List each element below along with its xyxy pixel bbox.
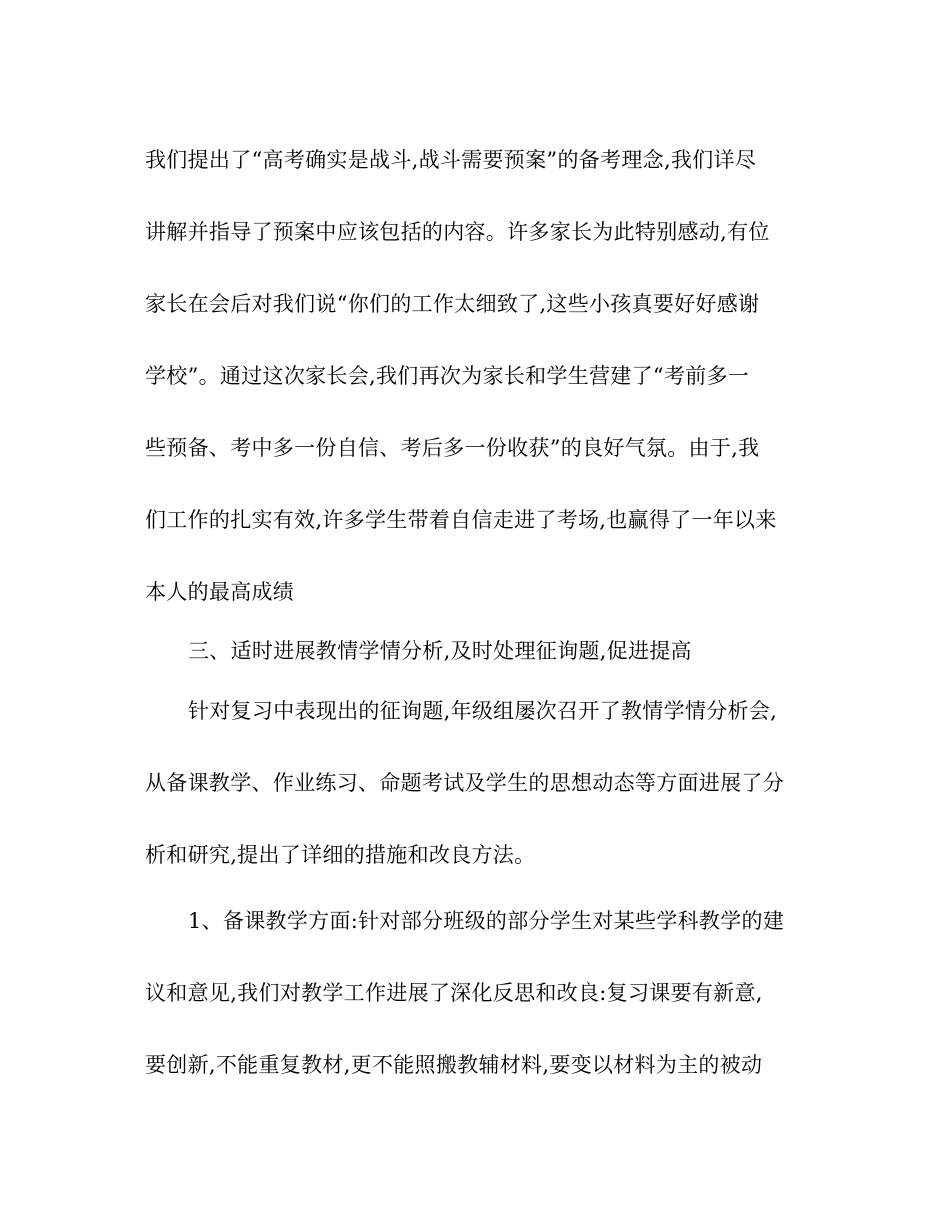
- paragraph-line: 针对复习中表现出的征询题,年级组屡次召开了教情学情分析会,: [188, 699, 778, 723]
- paragraph-line: 议和意见,我们对教学工作进展了深化反思和改良:复习课要有新意,: [145, 981, 763, 1005]
- paragraph-line: 家长在会后对我们说“你们的工作太细致了,这些小孩真要好好感谢: [145, 292, 760, 316]
- paragraph-line: 们工作的扎实有效,许多学生带着自信走进了考场,也赢得了一年以来: [145, 508, 777, 532]
- paragraph-line: 要创新,不能重复教材,更不能照搬教辅材料,要变以材料为主的被动: [145, 1053, 763, 1077]
- paragraph-line: 讲解并指导了预案中应该包括的内容。许多家长为此特别感动,有位: [145, 220, 770, 244]
- section-heading: 三、适时进展教情学情分析,及时处理征询题,促进提高: [188, 639, 692, 663]
- paragraph-line: 1、备课教学方面:针对部分班级的部分学生对某些学科教学的建: [188, 909, 785, 933]
- paragraph-line: 从备课教学、作业练习、命题考试及学生的思想动态等方面进展了分: [145, 771, 784, 795]
- paragraph-line: 些预备、考中多一份自信、考后多一份收获”的良好气氛。由于,我: [145, 436, 760, 460]
- paragraph-line: 析和研究,提出了详细的措施和改良方法。: [145, 843, 536, 867]
- paragraph-line: 我们提出了“高考确实是战斗,战斗需要预案”的备考理念,我们详尽: [145, 148, 757, 172]
- paragraph-line: 学校”。通过这次家长会,我们再次为家长和学生营建了“考前多一: [145, 364, 750, 388]
- paragraph-line: 本人的最高成绩: [145, 580, 295, 604]
